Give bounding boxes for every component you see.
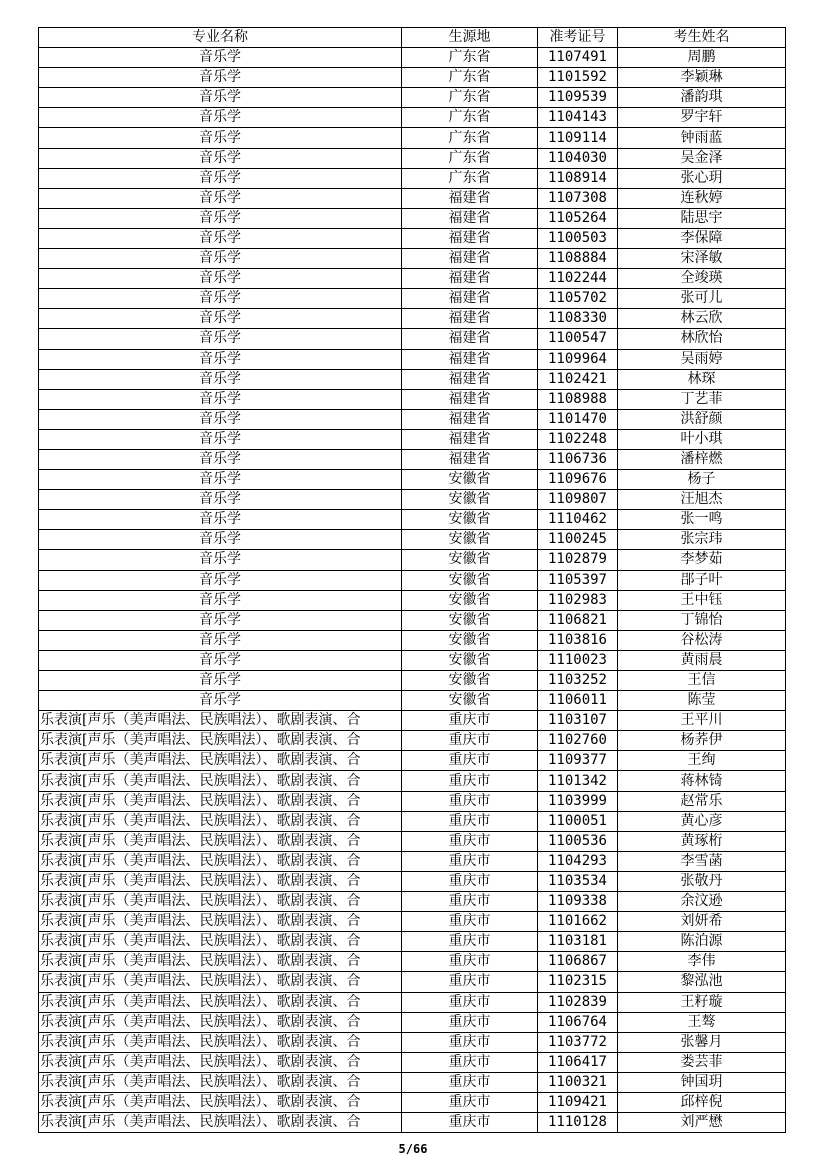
table-row xyxy=(39,449,786,469)
table-row xyxy=(39,68,786,88)
table-row xyxy=(39,952,786,972)
table-row xyxy=(39,1072,786,1092)
exam-id-cell: 1109964 xyxy=(538,349,618,369)
student-name-cell: 宋泽敏 xyxy=(618,249,786,269)
major-cell: 音乐学 xyxy=(39,630,402,650)
origin-cell: 重庆市 xyxy=(402,1052,538,1072)
exam-id-cell: 1100503 xyxy=(538,228,618,248)
table-row xyxy=(39,811,786,831)
major-cell: 乐表演[声乐（美声唱法、民族唱法）、歌剧表演、合 xyxy=(39,851,402,871)
table-row xyxy=(39,671,786,691)
major-cell: 音乐学 xyxy=(39,429,402,449)
exam-id-cell: 1104030 xyxy=(538,148,618,168)
origin-cell: 重庆市 xyxy=(402,831,538,851)
major-cell: 乐表演[声乐（美声唱法、民族唱法）、歌剧表演、合 xyxy=(39,1072,402,1092)
table-row xyxy=(39,831,786,851)
table-row xyxy=(39,912,786,932)
student-name-cell: 钟国玥 xyxy=(618,1072,786,1092)
student-name-cell: 洪舒颜 xyxy=(618,409,786,429)
student-name-cell: 黄琢桁 xyxy=(618,831,786,851)
major-cell: 音乐学 xyxy=(39,530,402,550)
major-cell: 乐表演[声乐（美声唱法、民族唱法）、歌剧表演、合 xyxy=(39,871,402,891)
header-origin: 生源地 xyxy=(402,28,538,48)
origin-cell: 安徽省 xyxy=(402,570,538,590)
exam-id-cell: 1109676 xyxy=(538,470,618,490)
origin-cell: 福建省 xyxy=(402,329,538,349)
student-name-cell: 杨荞伊 xyxy=(618,731,786,751)
origin-cell: 重庆市 xyxy=(402,952,538,972)
origin-cell: 安徽省 xyxy=(402,490,538,510)
exam-id-cell: 1107491 xyxy=(538,48,618,68)
table-row xyxy=(39,369,786,389)
major-cell: 乐表演[声乐（美声唱法、民族唱法）、歌剧表演、合 xyxy=(39,952,402,972)
table-row xyxy=(39,751,786,771)
major-cell: 乐表演[声乐（美声唱法、民族唱法）、歌剧表演、合 xyxy=(39,1032,402,1052)
origin-cell: 重庆市 xyxy=(402,1012,538,1032)
exam-id-cell: 1109807 xyxy=(538,490,618,510)
student-name-cell: 吴雨婷 xyxy=(618,349,786,369)
exam-id-cell: 1100245 xyxy=(538,530,618,550)
origin-cell: 广东省 xyxy=(402,48,538,68)
major-cell: 音乐学 xyxy=(39,88,402,108)
major-cell: 音乐学 xyxy=(39,389,402,409)
student-name-cell: 王平川 xyxy=(618,711,786,731)
table-row xyxy=(39,148,786,168)
exam-id-cell: 1108914 xyxy=(538,168,618,188)
student-name-cell: 黎泓池 xyxy=(618,972,786,992)
major-cell: 乐表演[声乐（美声唱法、民族唱法）、歌剧表演、合 xyxy=(39,731,402,751)
exam-id-cell: 1106417 xyxy=(538,1052,618,1072)
origin-cell: 重庆市 xyxy=(402,1113,538,1133)
major-cell: 乐表演[声乐（美声唱法、民族唱法）、歌剧表演、合 xyxy=(39,1113,402,1133)
header-student-name: 考生姓名 xyxy=(618,28,786,48)
origin-cell: 重庆市 xyxy=(402,791,538,811)
origin-cell: 广东省 xyxy=(402,68,538,88)
exam-id-cell: 1102248 xyxy=(538,429,618,449)
exam-id-cell: 1102421 xyxy=(538,369,618,389)
table-row xyxy=(39,731,786,751)
student-name-cell: 李伟 xyxy=(618,952,786,972)
table-row xyxy=(39,771,786,791)
table-row xyxy=(39,490,786,510)
major-cell: 乐表演[声乐（美声唱法、民族唱法）、歌剧表演、合 xyxy=(39,932,402,952)
table-header-row xyxy=(39,28,786,48)
exam-id-cell: 1100051 xyxy=(538,811,618,831)
origin-cell: 福建省 xyxy=(402,269,538,289)
student-name-cell: 林云欣 xyxy=(618,309,786,329)
major-cell: 音乐学 xyxy=(39,490,402,510)
origin-cell: 福建省 xyxy=(402,369,538,389)
exam-id-cell: 1108330 xyxy=(538,309,618,329)
origin-cell: 重庆市 xyxy=(402,711,538,731)
origin-cell: 重庆市 xyxy=(402,1072,538,1092)
table-row xyxy=(39,1092,786,1112)
major-cell: 音乐学 xyxy=(39,188,402,208)
major-cell: 音乐学 xyxy=(39,409,402,429)
exam-id-cell: 1106764 xyxy=(538,1012,618,1032)
table-row xyxy=(39,329,786,349)
student-name-cell: 陈泊源 xyxy=(618,932,786,952)
exam-id-cell: 1106736 xyxy=(538,449,618,469)
table-row xyxy=(39,650,786,670)
table-row xyxy=(39,1032,786,1052)
admission-list-table xyxy=(38,27,786,1133)
exam-id-cell: 1104293 xyxy=(538,851,618,871)
exam-id-cell: 1103107 xyxy=(538,711,618,731)
major-cell: 音乐学 xyxy=(39,650,402,670)
student-name-cell: 赵常乐 xyxy=(618,791,786,811)
origin-cell: 安徽省 xyxy=(402,610,538,630)
table-row xyxy=(39,470,786,490)
table-row xyxy=(39,550,786,570)
exam-id-cell: 1102760 xyxy=(538,731,618,751)
exam-id-cell: 1106821 xyxy=(538,610,618,630)
student-name-cell: 丁艺菲 xyxy=(618,389,786,409)
table-row xyxy=(39,108,786,128)
student-name-cell: 李雪菡 xyxy=(618,851,786,871)
exam-id-cell: 1102879 xyxy=(538,550,618,570)
student-name-cell: 张可儿 xyxy=(618,289,786,309)
major-cell: 乐表演[声乐（美声唱法、民族唱法）、歌剧表演、合 xyxy=(39,771,402,791)
origin-cell: 重庆市 xyxy=(402,871,538,891)
exam-id-cell: 1110023 xyxy=(538,650,618,670)
table-row xyxy=(39,630,786,650)
origin-cell: 福建省 xyxy=(402,249,538,269)
origin-cell: 安徽省 xyxy=(402,470,538,490)
student-name-cell: 潘梓燃 xyxy=(618,449,786,469)
student-name-cell: 罗宇轩 xyxy=(618,108,786,128)
major-cell: 乐表演[声乐（美声唱法、民族唱法）、歌剧表演、合 xyxy=(39,791,402,811)
table-row xyxy=(39,1113,786,1133)
student-name-cell: 王籽璇 xyxy=(618,992,786,1012)
student-name-cell: 吴金泽 xyxy=(618,148,786,168)
origin-cell: 广东省 xyxy=(402,168,538,188)
origin-cell: 重庆市 xyxy=(402,932,538,952)
student-name-cell: 周鹏 xyxy=(618,48,786,68)
origin-cell: 福建省 xyxy=(402,409,538,429)
table-row xyxy=(39,871,786,891)
origin-cell: 福建省 xyxy=(402,289,538,309)
major-cell: 音乐学 xyxy=(39,329,402,349)
table-row xyxy=(39,590,786,610)
major-cell: 音乐学 xyxy=(39,48,402,68)
student-name-cell: 潘韵琪 xyxy=(618,88,786,108)
table-row xyxy=(39,88,786,108)
table-row xyxy=(39,691,786,711)
exam-id-cell: 1103816 xyxy=(538,630,618,650)
origin-cell: 福建省 xyxy=(402,389,538,409)
student-name-cell: 连秋婷 xyxy=(618,188,786,208)
major-cell: 音乐学 xyxy=(39,228,402,248)
exam-id-cell: 1110462 xyxy=(538,510,618,530)
major-cell: 音乐学 xyxy=(39,148,402,168)
major-cell: 乐表演[声乐（美声唱法、民族唱法）、歌剧表演、合 xyxy=(39,1012,402,1032)
table-row xyxy=(39,510,786,530)
student-name-cell: 叶小琪 xyxy=(618,429,786,449)
table-row xyxy=(39,791,786,811)
student-name-cell: 张宗玮 xyxy=(618,530,786,550)
student-name-cell: 陆思宇 xyxy=(618,208,786,228)
major-cell: 音乐学 xyxy=(39,691,402,711)
table-row xyxy=(39,289,786,309)
origin-cell: 安徽省 xyxy=(402,530,538,550)
origin-cell: 安徽省 xyxy=(402,550,538,570)
exam-id-cell: 1101662 xyxy=(538,912,618,932)
table-row xyxy=(39,992,786,1012)
table-row xyxy=(39,48,786,68)
exam-id-cell: 1103181 xyxy=(538,932,618,952)
major-cell: 音乐学 xyxy=(39,369,402,389)
student-name-cell: 林欣怡 xyxy=(618,329,786,349)
major-cell: 音乐学 xyxy=(39,108,402,128)
origin-cell: 重庆市 xyxy=(402,771,538,791)
student-name-cell: 余汶逊 xyxy=(618,892,786,912)
student-name-cell: 陈莹 xyxy=(618,691,786,711)
major-cell: 音乐学 xyxy=(39,168,402,188)
table-row xyxy=(39,972,786,992)
origin-cell: 安徽省 xyxy=(402,590,538,610)
major-cell: 乐表演[声乐（美声唱法、民族唱法）、歌剧表演、合 xyxy=(39,992,402,1012)
exam-id-cell: 1109377 xyxy=(538,751,618,771)
student-name-cell: 王骜 xyxy=(618,1012,786,1032)
origin-cell: 安徽省 xyxy=(402,691,538,711)
student-name-cell: 蒋林锜 xyxy=(618,771,786,791)
header-major: 专业名称 xyxy=(39,28,402,48)
table-row xyxy=(39,269,786,289)
major-cell: 音乐学 xyxy=(39,289,402,309)
origin-cell: 福建省 xyxy=(402,349,538,369)
exam-id-cell: 1101342 xyxy=(538,771,618,791)
table-row xyxy=(39,128,786,148)
page-number: 5/66 xyxy=(398,1142,428,1156)
major-cell: 音乐学 xyxy=(39,249,402,269)
exam-id-cell: 1102983 xyxy=(538,590,618,610)
major-cell: 乐表演[声乐（美声唱法、民族唱法）、歌剧表演、合 xyxy=(39,892,402,912)
exam-id-cell: 1103999 xyxy=(538,791,618,811)
origin-cell: 广东省 xyxy=(402,88,538,108)
table-row xyxy=(39,429,786,449)
major-cell: 音乐学 xyxy=(39,349,402,369)
exam-id-cell: 1108884 xyxy=(538,249,618,269)
major-cell: 音乐学 xyxy=(39,309,402,329)
exam-id-cell: 1109338 xyxy=(538,892,618,912)
table-row xyxy=(39,249,786,269)
table-row xyxy=(39,932,786,952)
major-cell: 音乐学 xyxy=(39,550,402,570)
student-name-cell: 杨子 xyxy=(618,470,786,490)
exam-id-cell: 1103772 xyxy=(538,1032,618,1052)
major-cell: 乐表演[声乐（美声唱法、民族唱法）、歌剧表演、合 xyxy=(39,1092,402,1112)
origin-cell: 重庆市 xyxy=(402,892,538,912)
table-row xyxy=(39,228,786,248)
origin-cell: 重庆市 xyxy=(402,811,538,831)
major-cell: 音乐学 xyxy=(39,269,402,289)
student-name-cell: 谷松涛 xyxy=(618,630,786,650)
origin-cell: 重庆市 xyxy=(402,731,538,751)
origin-cell: 福建省 xyxy=(402,208,538,228)
major-cell: 音乐学 xyxy=(39,449,402,469)
student-name-cell: 黄雨晨 xyxy=(618,650,786,670)
table-row xyxy=(39,208,786,228)
exam-id-cell: 1100547 xyxy=(538,329,618,349)
table-row xyxy=(39,610,786,630)
student-name-cell: 张馨月 xyxy=(618,1032,786,1052)
exam-id-cell: 1105702 xyxy=(538,289,618,309)
exam-id-cell: 1108988 xyxy=(538,389,618,409)
major-cell: 音乐学 xyxy=(39,510,402,530)
major-cell: 乐表演[声乐（美声唱法、民族唱法）、歌剧表演、合 xyxy=(39,972,402,992)
table-row xyxy=(39,188,786,208)
exam-id-cell: 1102244 xyxy=(538,269,618,289)
table-row xyxy=(39,349,786,369)
origin-cell: 重庆市 xyxy=(402,1032,538,1052)
major-cell: 音乐学 xyxy=(39,128,402,148)
student-name-cell: 王信 xyxy=(618,671,786,691)
student-name-cell: 汪旭杰 xyxy=(618,490,786,510)
header-exam-id: 准考证号 xyxy=(538,28,618,48)
major-cell: 乐表演[声乐（美声唱法、民族唱法）、歌剧表演、合 xyxy=(39,751,402,771)
origin-cell: 广东省 xyxy=(402,128,538,148)
exam-id-cell: 1102839 xyxy=(538,992,618,1012)
table-row xyxy=(39,389,786,409)
origin-cell: 重庆市 xyxy=(402,912,538,932)
origin-cell: 重庆市 xyxy=(402,972,538,992)
student-name-cell: 张心玥 xyxy=(618,168,786,188)
major-cell: 音乐学 xyxy=(39,671,402,691)
major-cell: 乐表演[声乐（美声唱法、民族唱法）、歌剧表演、合 xyxy=(39,912,402,932)
student-name-cell: 邱梓倪 xyxy=(618,1092,786,1112)
exam-id-cell: 1101470 xyxy=(538,409,618,429)
student-name-cell: 林琛 xyxy=(618,369,786,389)
origin-cell: 福建省 xyxy=(402,188,538,208)
exam-id-cell: 1101592 xyxy=(538,68,618,88)
student-name-cell: 王中钰 xyxy=(618,590,786,610)
student-name-cell: 娄芸菲 xyxy=(618,1052,786,1072)
student-name-cell: 李颖琳 xyxy=(618,68,786,88)
exam-id-cell: 1104143 xyxy=(538,108,618,128)
table-row xyxy=(39,711,786,731)
origin-cell: 福建省 xyxy=(402,449,538,469)
table-row xyxy=(39,1012,786,1032)
exam-id-cell: 1107308 xyxy=(538,188,618,208)
major-cell: 乐表演[声乐（美声唱法、民族唱法）、歌剧表演、合 xyxy=(39,711,402,731)
table-row xyxy=(39,892,786,912)
origin-cell: 安徽省 xyxy=(402,630,538,650)
student-name-cell: 郘子叶 xyxy=(618,570,786,590)
exam-id-cell: 1105397 xyxy=(538,570,618,590)
origin-cell: 安徽省 xyxy=(402,671,538,691)
student-name-cell: 张敬丹 xyxy=(618,871,786,891)
major-cell: 音乐学 xyxy=(39,590,402,610)
exam-id-cell: 1106011 xyxy=(538,691,618,711)
origin-cell: 福建省 xyxy=(402,309,538,329)
origin-cell: 重庆市 xyxy=(402,1092,538,1112)
origin-cell: 广东省 xyxy=(402,108,538,128)
origin-cell: 重庆市 xyxy=(402,751,538,771)
student-name-cell: 黄心彦 xyxy=(618,811,786,831)
exam-id-cell: 1105264 xyxy=(538,208,618,228)
major-cell: 音乐学 xyxy=(39,610,402,630)
origin-cell: 重庆市 xyxy=(402,851,538,871)
table-row xyxy=(39,409,786,429)
origin-cell: 安徽省 xyxy=(402,650,538,670)
major-cell: 音乐学 xyxy=(39,208,402,228)
table-body xyxy=(39,48,786,1133)
origin-cell: 广东省 xyxy=(402,148,538,168)
major-cell: 音乐学 xyxy=(39,470,402,490)
student-name-cell: 王绚 xyxy=(618,751,786,771)
exam-id-cell: 1100321 xyxy=(538,1072,618,1092)
student-name-cell: 李梦茹 xyxy=(618,550,786,570)
table-row xyxy=(39,851,786,871)
student-name-cell: 丁锦怡 xyxy=(618,610,786,630)
table-row xyxy=(39,309,786,329)
origin-cell: 福建省 xyxy=(402,228,538,248)
exam-id-cell: 1103252 xyxy=(538,671,618,691)
exam-id-cell: 1100536 xyxy=(538,831,618,851)
major-cell: 乐表演[声乐（美声唱法、民族唱法）、歌剧表演、合 xyxy=(39,811,402,831)
table-row xyxy=(39,530,786,550)
origin-cell: 重庆市 xyxy=(402,992,538,1012)
exam-id-cell: 1109539 xyxy=(538,88,618,108)
exam-id-cell: 1106867 xyxy=(538,952,618,972)
table-row xyxy=(39,1052,786,1072)
student-name-cell: 钟雨蓝 xyxy=(618,128,786,148)
major-cell: 音乐学 xyxy=(39,68,402,88)
exam-id-cell: 1109421 xyxy=(538,1092,618,1112)
origin-cell: 福建省 xyxy=(402,429,538,449)
table-row xyxy=(39,570,786,590)
student-name-cell: 刘严懋 xyxy=(618,1113,786,1133)
major-cell: 音乐学 xyxy=(39,570,402,590)
major-cell: 乐表演[声乐（美声唱法、民族唱法）、歌剧表演、合 xyxy=(39,1052,402,1072)
student-name-cell: 张一鸣 xyxy=(618,510,786,530)
exam-id-cell: 1110128 xyxy=(538,1113,618,1133)
table-row xyxy=(39,168,786,188)
origin-cell: 安徽省 xyxy=(402,510,538,530)
major-cell: 乐表演[声乐（美声唱法、民族唱法）、歌剧表演、合 xyxy=(39,831,402,851)
student-name-cell: 全竣瑛 xyxy=(618,269,786,289)
student-name-cell: 李保障 xyxy=(618,228,786,248)
exam-id-cell: 1103534 xyxy=(538,871,618,891)
exam-id-cell: 1109114 xyxy=(538,128,618,148)
student-name-cell: 刘妍希 xyxy=(618,912,786,932)
exam-id-cell: 1102315 xyxy=(538,972,618,992)
